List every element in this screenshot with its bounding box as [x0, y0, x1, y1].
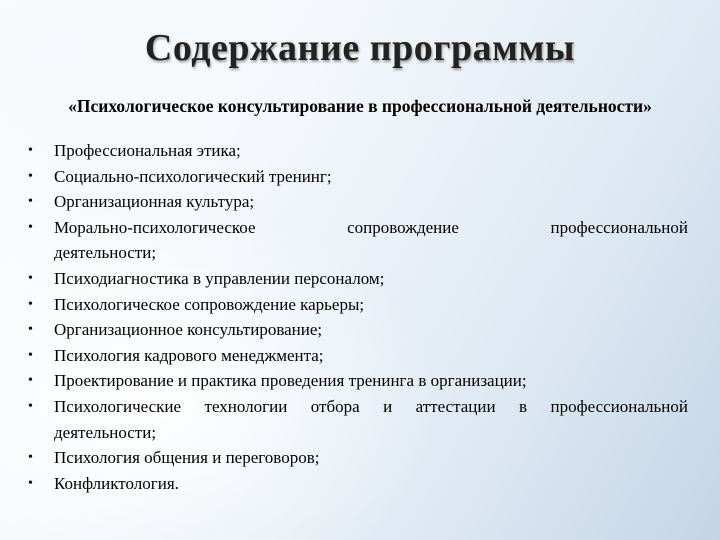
list-item-text: Психология общения и переговоров;: [54, 448, 320, 468]
list-item-text-line-1: [54, 215, 688, 241]
word: сопровождение: [347, 217, 459, 237]
word: технологии: [204, 396, 288, 416]
list-item: [26, 215, 688, 266]
list-item-text: Психодиагностика в управлении персоналом;: [54, 268, 385, 288]
list-item: [26, 317, 688, 343]
bullet-icon: •: [28, 219, 33, 235]
list-item: [26, 164, 688, 190]
word: аттестации: [415, 396, 496, 416]
list-item: [26, 189, 688, 215]
list-item-text: Психологическое сопровождение карьеры;: [54, 294, 365, 314]
list-item: [26, 343, 688, 369]
list-item-text: Конфликтология.: [54, 473, 179, 493]
program-contents-list: [26, 138, 688, 496]
slide-title: Содержание программы: [144, 27, 576, 69]
list-item-text: Проектирование и практика проведения тренинга в организации;: [54, 371, 527, 391]
list-item-text-line-1: [54, 394, 688, 420]
list-item: [26, 471, 688, 497]
slide-subtitle: «Психологическое консультирование в профессиональной деятельности»: [68, 96, 652, 116]
list-item: [26, 266, 688, 292]
word: профессиональной: [550, 396, 688, 416]
bullet-icon: •: [28, 143, 33, 158]
bullet-icon: •: [28, 347, 33, 363]
list-item-text-line-2: деятельности;: [54, 243, 157, 263]
list-item-text: Организационная культура;: [54, 192, 255, 212]
word: профессиональной: [550, 217, 688, 237]
word: отбора: [310, 396, 360, 416]
list-item: [26, 445, 688, 471]
bullet-icon: •: [28, 373, 33, 389]
word: и: [383, 396, 393, 416]
word: в: [519, 396, 528, 416]
bullet-icon: •: [28, 296, 33, 312]
list-item-text: Профессиональная этика;: [54, 141, 241, 160]
list-item: [26, 292, 688, 318]
bullet-icon: •: [28, 322, 33, 338]
bullet-icon: •: [28, 475, 33, 491]
bullet-icon: •: [28, 398, 33, 414]
bullet-icon: •: [28, 450, 33, 466]
list-item-text: Психология кадрового менеджмента;: [54, 345, 324, 365]
list-item-text: Организационное консультирование;: [54, 320, 323, 340]
bullet-icon: •: [28, 270, 33, 286]
word: Морально-психологическое: [54, 217, 256, 237]
list-item-text-line-2: деятельности;: [54, 422, 157, 442]
bullet-icon: •: [28, 194, 33, 210]
list-item-text: Социально-психологический тренинг;: [54, 166, 332, 186]
list-item: [26, 394, 688, 445]
list-item: [26, 368, 688, 394]
word: Психологические: [54, 396, 182, 416]
bullet-icon: •: [28, 168, 33, 184]
list-item: [26, 138, 688, 164]
